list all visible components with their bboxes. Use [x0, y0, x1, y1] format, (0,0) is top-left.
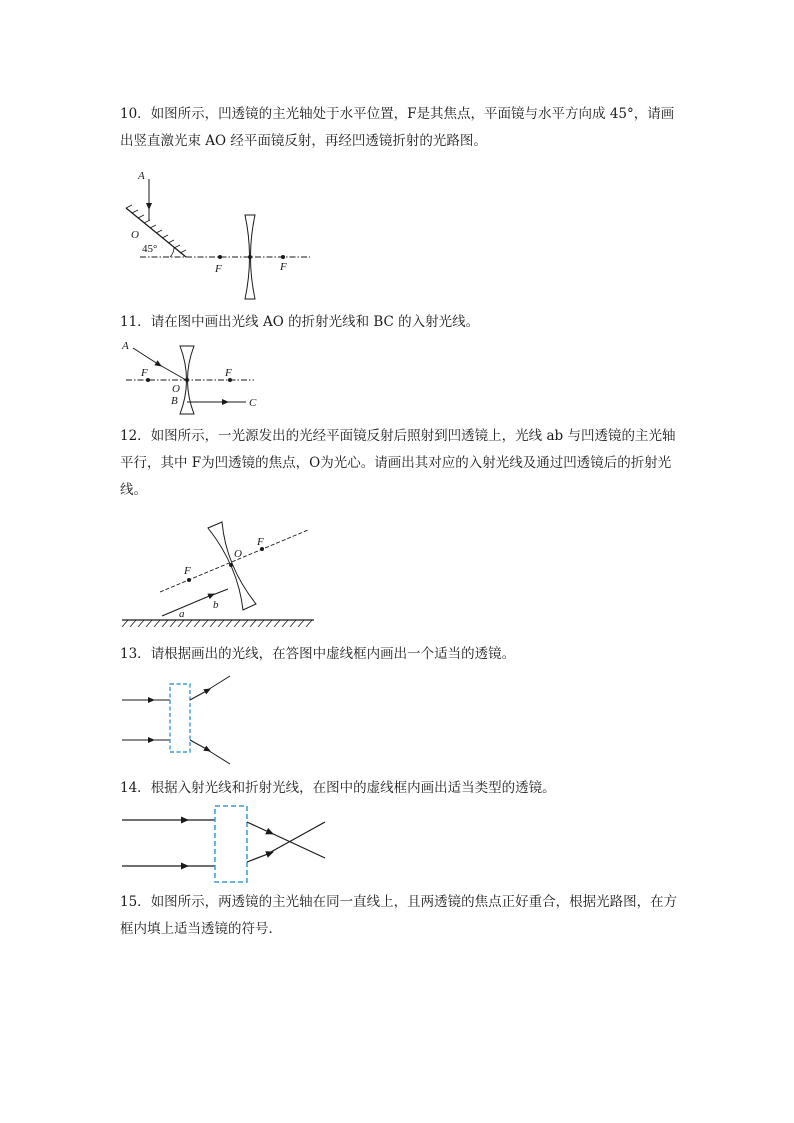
label-angle: 45°: [142, 243, 158, 255]
label-o: O: [172, 383, 180, 395]
question-number: 10．: [120, 106, 151, 122]
dashed-lens-box: [215, 806, 247, 882]
angle-arc: [170, 247, 174, 257]
ray-ab: [162, 594, 214, 616]
label-o: O: [131, 229, 139, 241]
question-text: 请根据画出的光线，在答图中虚线框内画出一个适当的透镜。: [150, 646, 516, 662]
question-number: 15．: [120, 894, 151, 910]
optical-center-dot: [229, 563, 233, 567]
question-number: 11．: [120, 314, 151, 330]
label-f-right: F: [280, 261, 287, 273]
question-text: 如图所示，两透镜的主光轴在同一直线上，且两透镜的焦点正好重合，根据光路图，在方框内填上适当透镜的符号．: [120, 894, 678, 937]
principal-axis-dashed: [160, 530, 308, 592]
question-number: 13．: [120, 646, 151, 662]
question-15: [120, 889, 680, 943]
label-f-right: F: [225, 367, 232, 379]
question-number: 12．: [120, 428, 151, 444]
focus-point-left: [218, 255, 222, 259]
optical-center-dot: [248, 255, 252, 259]
focus-point-left: [187, 578, 191, 582]
label-f-left: F: [184, 565, 191, 577]
question-14: [120, 775, 680, 802]
label-a: A: [122, 340, 129, 352]
label-f-left: F: [215, 263, 222, 275]
refracted-ray-bottom: [247, 852, 273, 862]
question-number: 14．: [120, 780, 151, 796]
label-c: C: [249, 397, 257, 409]
label-f-right: F: [257, 536, 264, 548]
question-text: 如图所示，凹透镜的主光轴处于水平位置，F是其焦点，平面镜与水平方向成 45°，请画出竖直激光束 AO 经平面镜反射，再经凹透镜折射的光路图。: [120, 106, 675, 149]
mirror-hatching: [122, 620, 312, 627]
label-a: a: [179, 608, 185, 620]
optical-center-dot: [185, 378, 189, 382]
question-12: [120, 423, 680, 504]
question-13: [120, 641, 680, 668]
focus-point-right: [281, 255, 285, 259]
label-b: b: [213, 599, 219, 611]
label-b: B: [171, 395, 178, 407]
label-f-left: F: [141, 367, 148, 379]
figure-14-diagram: [118, 802, 333, 886]
question-10: [120, 101, 680, 155]
figure-12-diagram: [118, 512, 318, 632]
label-o: O: [234, 548, 242, 560]
question-11: [120, 309, 680, 336]
figure-11-diagram: [118, 336, 268, 416]
label-a: A: [138, 170, 145, 182]
figure-13-diagram: [118, 672, 238, 768]
figure-10-diagram: [118, 165, 318, 303]
dashed-lens-box: [170, 684, 190, 752]
question-text: 请在图中画出光线 AO 的折射光线和 BC 的入射光线。: [150, 314, 480, 330]
question-text: 如图所示，一光源发出的光经平面镜反射后照射到凹透镜上，光线 ab 与凹透镜的主光轴平行，其中 F为凹透镜的焦点，O为光心。请画出其对应的入射光线及通过凹透镜后的折射光线。: [120, 428, 676, 498]
question-text: 根据入射光线和折射光线，在图中的虚线框内画出适当类型的透镜。: [150, 780, 556, 796]
incident-ray-ao: [133, 348, 161, 366]
